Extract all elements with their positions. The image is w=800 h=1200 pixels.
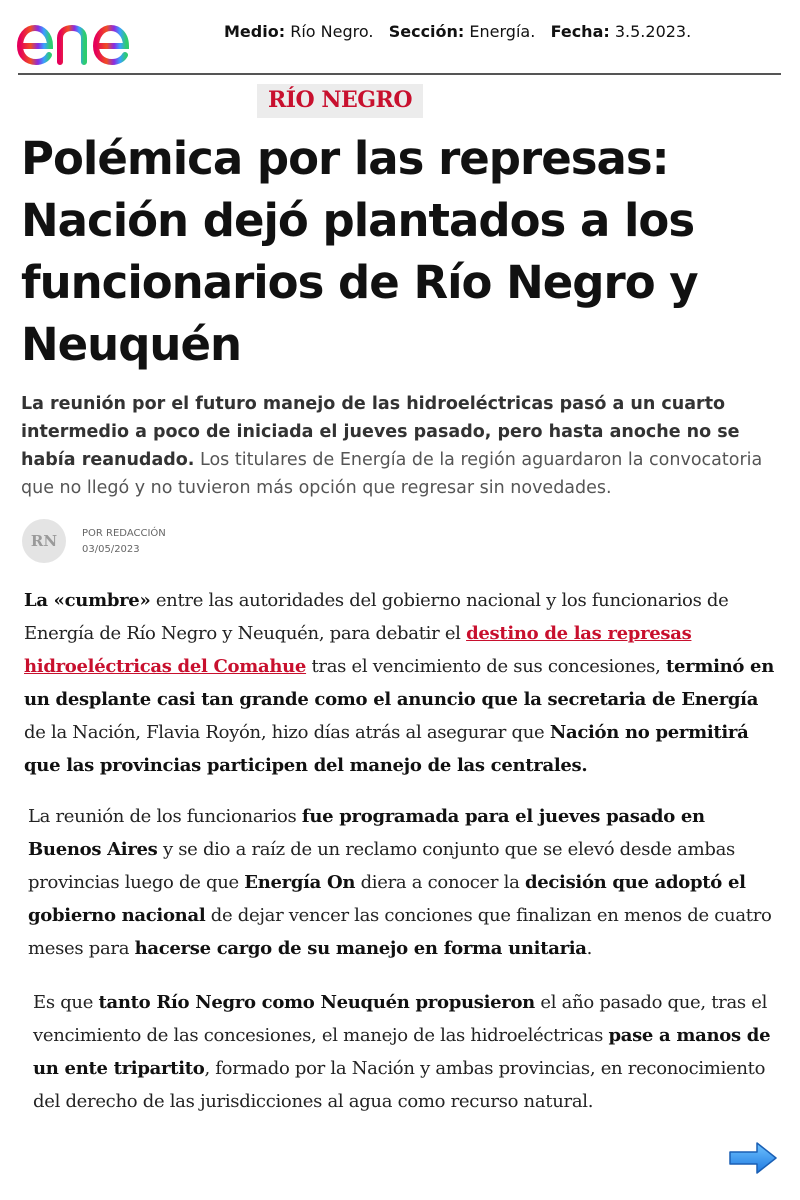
p2-text-1: La reunión de los funcionarios (28, 806, 302, 827)
enel-logo (16, 6, 181, 68)
fecha-label: Fecha: (550, 22, 610, 41)
p1-bold-2: terminó en un desplante casi tan grande como el anuncio que la secretaria de Energía (24, 656, 775, 710)
p3-bold-2: pase a manos de un ente tripartito (33, 1025, 771, 1079)
byline-date: 03/05/2023 (82, 544, 140, 555)
p3-text-2: el año pasado que, tras el vencimiento de las concesiones, el manejo de las hidroeléctricas (33, 992, 768, 1046)
p3-bold-1: tanto Río Negro como Neuquén propusieron (98, 992, 535, 1013)
document-header (0, 0, 800, 76)
body-paragraph-1 (24, 584, 774, 782)
p3-text-3: , formado por la Nación y ambas provincias, en reconocimiento del derecho de las jurisdicciones al agua como recurso natural. (33, 1058, 766, 1112)
p1-text-2: tras el vencimiento de sus concesiones, (306, 656, 666, 677)
p2-bold-2: Energía On (244, 872, 356, 893)
author-avatar: RN (22, 519, 66, 563)
p2-text-2: y se dio a raíz de un reclamo conjunto que se elevó desde ambas provincias luego de que (28, 839, 735, 893)
medio-label: Medio: (224, 22, 286, 41)
newspaper-name: RÍO NEGRO (267, 87, 412, 113)
header-divider (18, 73, 781, 75)
body-paragraph-3 (33, 986, 774, 1118)
p2-bold-4: hacerse cargo de su manejo en forma unitaria (134, 938, 587, 959)
lede-bold: La reunión por el futuro manejo de las hidroeléctricas pasó a un cuarto intermedio a poco de iniciada el jueves pasado, pero hasta anoche no se había reanudado. (21, 394, 740, 470)
article-lede (21, 390, 781, 502)
newspaper-logo (257, 84, 423, 118)
p1-bold-1: La «cumbre» (24, 590, 151, 611)
press-clipping-metadata (224, 22, 691, 41)
represas-link[interactable]: destino de las represas hidroeléctricas del Comahue (24, 623, 692, 677)
article-headline: Polémica por las represas: Nación dejó plantados a los funcionarios de Río Negro y Neuquén (21, 132, 698, 371)
p2-text-5: . (586, 938, 593, 959)
p3-text-1: Es que (33, 992, 99, 1013)
body-paragraph-2 (28, 800, 774, 965)
p1-text-1: entre las autoridades del gobierno nacional y los funcionarios de Energía de Río Negro y Neuquén, para debatir el (24, 590, 729, 644)
p2-bold-3: decisión que adoptó el gobierno nacional (28, 872, 746, 926)
seccion-value: Energía. (469, 22, 536, 41)
p1-text-3: de la Nación, Flavia Royón, hizo días atrás al asegurar que (24, 722, 550, 743)
right-arrow-icon[interactable] (727, 1140, 779, 1176)
lede-rest: Los titulares de Energía de la región aguardaron la convocatoria que no llegó y no tuvieron más opción que regresar sin novedades. (21, 450, 763, 498)
byline-author: POR REDACCIÓN (82, 528, 166, 539)
fecha-value: 3.5.2023. (614, 22, 692, 41)
p2-bold-1: fue programada para el jueves pasado en Buenos Aires (28, 806, 705, 860)
byline (22, 519, 322, 565)
seccion-label: Sección: (388, 22, 465, 41)
medio-value: Río Negro. (290, 22, 374, 41)
p1-bold-3: Nación no permitirá que las provincias participen del manejo de las centrales. (24, 722, 749, 776)
p2-text-3: diera a conocer la (355, 872, 525, 893)
p2-text-4: de dejar vencer las conciones que finalizan en menos de cuatro meses para (28, 905, 772, 959)
